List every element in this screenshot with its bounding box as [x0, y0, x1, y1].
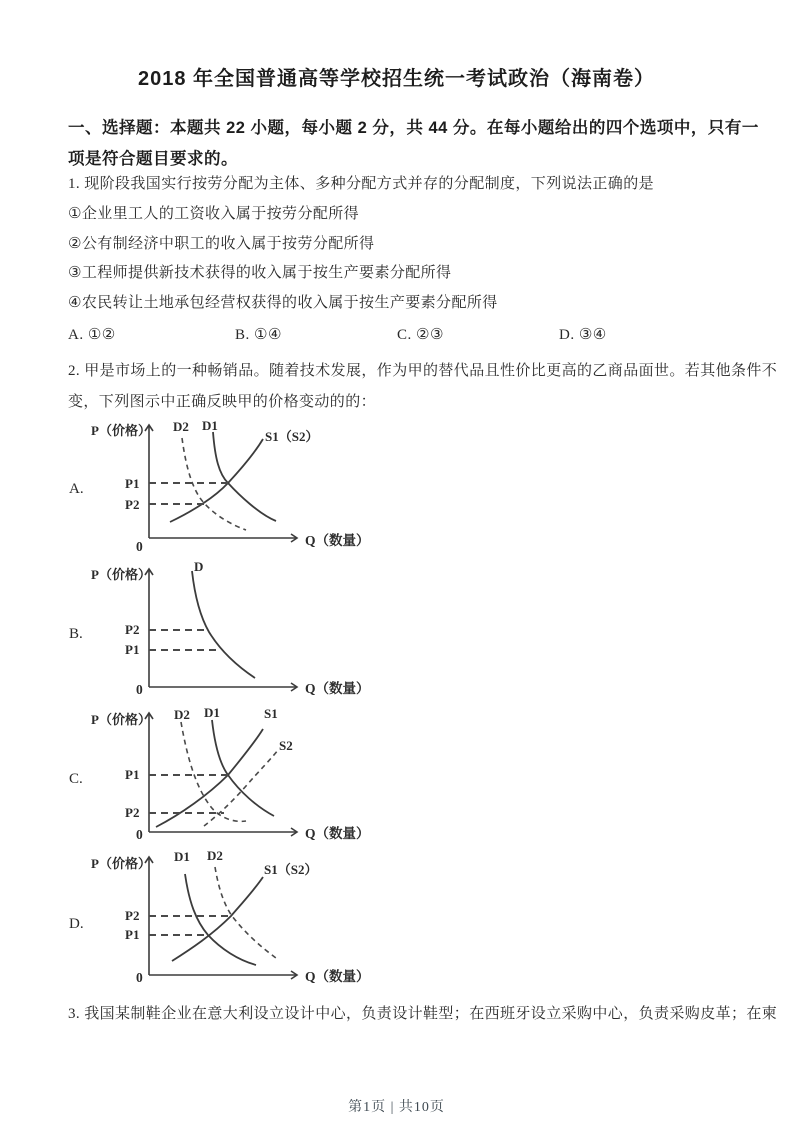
fig-a-demand-curve-d1 [213, 432, 276, 521]
fig-a-x-axis-label: Q（数量） [305, 533, 370, 548]
fig-c-p1-label: P1 [125, 767, 140, 782]
fig-c-demand-curve-d1 [212, 720, 274, 816]
fig-b-origin-label: 0 [136, 682, 143, 697]
fig-b-y-axis-label: P（价格） [91, 567, 151, 582]
figure-d-letter: D. [69, 916, 84, 932]
fig-c-s1-label: S1 [264, 706, 278, 721]
q1-options-row [68, 325, 728, 345]
fig-d-supply-curve-s1s2 [172, 877, 263, 961]
section-heading-line-1: 一、选择题：本题共 22 小题，每小题 2 分，共 44 分。在每小题给出的四个选项中，只有一 [68, 119, 759, 137]
fig-c-y-axis-label: P（价格） [91, 712, 151, 727]
fig-d-s-label: S1（S2） [264, 862, 318, 877]
q1-stem: 1. 现阶段我国实行按劳分配为主体、多种分配方式并存的分配制度，下列说法正确的是 [68, 176, 655, 192]
figure-c [68, 705, 413, 847]
fig-c-d2-label: D2 [174, 707, 190, 722]
fig-a-p1-label: P1 [125, 476, 140, 491]
q3-stem: 3. 我国某制鞋企业在意大利设立设计中心，负责设计鞋型；在西班牙设立采购中心，负责采购皮革；在柬 [68, 1006, 778, 1022]
fig-d-d1-label: D1 [174, 849, 190, 864]
fig-d-demand-curve-d1 [185, 874, 256, 965]
figure-a-letter: A. [69, 481, 84, 497]
q2-stem-line-2: 变，下列图示中正确反映甲的价格变动的的： [68, 394, 377, 410]
figure-b [68, 560, 413, 700]
fig-b-x-axis-label: Q（数量） [305, 681, 370, 696]
q1-option-b: B. ①④ [235, 327, 282, 343]
fig-c-x-axis-label: Q（数量） [305, 826, 370, 841]
fig-c-p2-label: P2 [125, 805, 140, 820]
figure-d [68, 848, 413, 990]
figure-a [68, 418, 413, 558]
section-heading-line-2: 项是符合题目要求的。 [68, 150, 238, 168]
q1-option-d: D. ③④ [559, 327, 607, 343]
fig-a-s-label: S1（S2） [265, 429, 319, 444]
fig-d-demand-curve-d2 [215, 867, 276, 958]
q1-item-3: ③工程师提供新技术获得的收入属于按生产要素分配所得 [68, 265, 452, 281]
fig-c-origin-label: 0 [136, 827, 143, 842]
figure-d-chart [75, 848, 395, 990]
figure-c-letter: C. [69, 771, 83, 787]
figure-b-chart [75, 560, 395, 700]
fig-b-d-label: D [194, 560, 204, 574]
fig-a-d1-label: D1 [202, 418, 218, 433]
q1-option-a: A. ①② [68, 327, 116, 343]
fig-d-p2-label: P2 [125, 908, 140, 923]
fig-d-origin-label: 0 [136, 970, 143, 985]
figure-a-chart [75, 418, 395, 558]
fig-a-origin-label: 0 [136, 539, 143, 554]
fig-d-p1-label: P1 [125, 927, 140, 942]
page-title: 2018 年全国普通高等学校招生统一考试政治（海南卷） [137, 68, 656, 90]
q2-stem-line-1: 2. 甲是市场上的一种畅销品。随着技术发展，作为甲的替代品且性价比更高的乙商品面世。若其他条件不 [68, 363, 778, 379]
fig-c-d1-label: D1 [204, 705, 220, 720]
fig-d-x-axis-label: Q（数量） [305, 969, 370, 984]
fig-a-d2-label: D2 [173, 419, 189, 434]
q1-item-2: ②公有制经济中职工的收入属于按劳分配所得 [68, 236, 375, 252]
fig-d-y-axis-label: P（价格） [91, 856, 151, 871]
fig-b-demand-curve-d [192, 571, 255, 678]
fig-c-s2-label: S2 [279, 738, 293, 753]
fig-d-d2-label: D2 [207, 848, 223, 863]
q1-item-1: ①企业里工人的工资收入属于按劳分配所得 [68, 206, 360, 222]
fig-b-p2-label: P2 [125, 622, 140, 637]
figure-b-letter: B. [69, 626, 83, 642]
q1-option-c: C. ②③ [397, 327, 444, 343]
fig-b-p1-label: P1 [125, 642, 140, 657]
figure-c-chart [75, 705, 395, 847]
q1-item-4: ④农民转让土地承包经营权获得的收入属于按生产要素分配所得 [68, 295, 498, 311]
page-footer: 第1页 | 共10页 [348, 1100, 445, 1115]
fig-a-p2-label: P2 [125, 497, 140, 512]
fig-a-y-axis-label: P（价格） [91, 423, 151, 438]
